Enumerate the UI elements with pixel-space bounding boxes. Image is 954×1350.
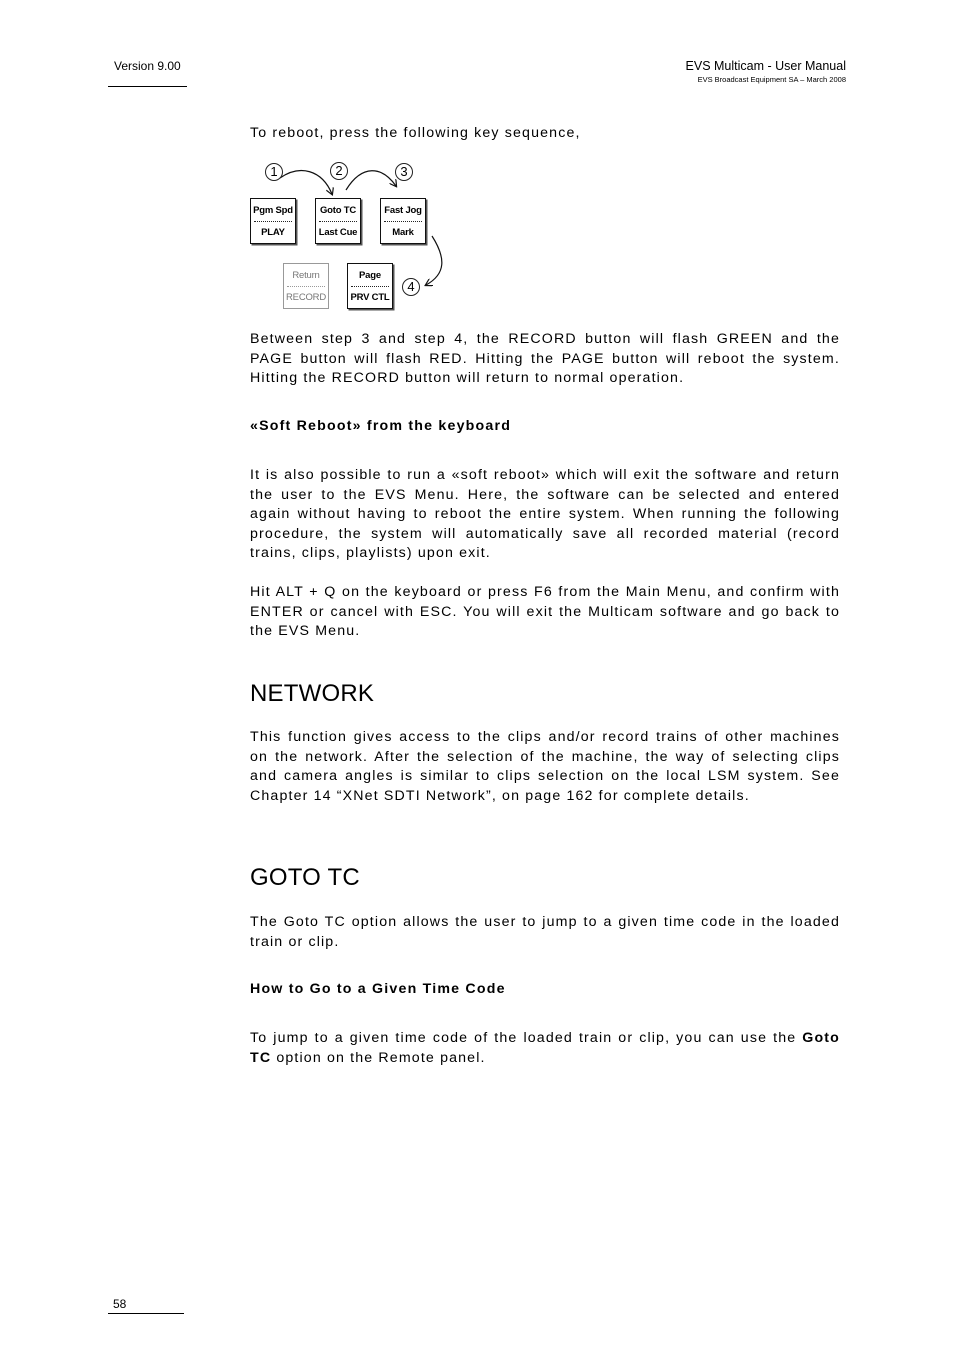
network-heading: NETWORK — [250, 680, 375, 707]
key-divider — [384, 221, 422, 222]
footer-divider — [108, 1313, 184, 1314]
goto-tc-subheading: How to Go to a Given Time Code — [250, 981, 506, 997]
soft-reboot-paragraph-2: Hit ALT + Q on the keyboard or press F6 from the Main Menu, and confirm with ENTER or cancel with ESC. You will exit the Multicam software and go back to the EVS Menu. — [250, 584, 840, 640]
key-bottom-label: RECORD — [286, 292, 326, 303]
goto-tc-text-start: To jump to a given time code of the loaded train or clip, you can use the — [250, 1030, 797, 1046]
key-top-label: Fast Jog — [384, 205, 422, 216]
key-top-label: Pgm Spd — [253, 205, 293, 216]
document-subtitle: EVS Broadcast Equipment SA – March 2008 — [697, 75, 846, 84]
key-bottom-label: PLAY — [261, 227, 285, 238]
key-bottom-label: Last Cue — [318, 227, 358, 238]
header-divider — [108, 86, 187, 87]
key-top-label: Goto TC — [319, 205, 357, 216]
return-record-key — [283, 263, 329, 309]
goto-tc-paragraph-2 — [250, 1029, 840, 1068]
key-top-label: Return — [292, 270, 320, 281]
goto-tc-heading: GOTO TC — [250, 864, 360, 891]
goto-tc-bold-term: Goto TC — [250, 1030, 840, 1066]
header-block — [686, 59, 846, 84]
reboot-paragraph: Between step 3 and step 4, the RECORD button will flash GREEN and the PAGE button will flash RED. Hitting the PAGE button will reboot the system. Hitting the RECORD button will return to normal operation. — [250, 331, 840, 387]
key-divider — [351, 286, 389, 287]
step-3-badge: 3 — [395, 163, 413, 181]
fast-jog-mark-key — [380, 198, 426, 244]
network-paragraph: This function gives access to the clips and/or record trains of other machines on the network. After the selection of the machine, the way of selecting clips and camera angles is similar to clips selection on the local LSM system. See Chapter 14 “XNet SDTI Network”, on page 162 for complete details. — [250, 729, 840, 804]
key-divider — [319, 221, 357, 222]
key-sequence-diagram — [250, 160, 450, 312]
soft-reboot-paragraph-1: It is also possible to run a «soft reboot» which will exit the software and return the user to the EVS Menu. Here, the software can be selected and entered again without having to reboot the entire system. When running the following procedure, the system will automatically save all recorded material (record trains, clips, playlists) upon exit. — [250, 467, 840, 562]
key-divider — [287, 286, 325, 287]
step-2-badge: 2 — [330, 162, 348, 180]
key-top-label: Page — [359, 270, 381, 281]
key-bottom-label: Mark — [392, 227, 414, 238]
intro-text: To reboot, press the following key sequence, — [250, 125, 581, 141]
goto-tc-last-cue-key — [315, 198, 361, 244]
goto-tc-text-end: option on the Remote panel. — [276, 1049, 486, 1066]
step-1-badge: 1 — [265, 163, 283, 181]
soft-reboot-heading: «Soft Reboot» from the keyboard — [250, 418, 512, 434]
document-title: EVS Multicam - User Manual — [685, 59, 846, 73]
header-version: Version 9.00 — [114, 59, 181, 73]
key-divider — [254, 221, 292, 222]
key-bottom-label: PRV CTL — [350, 292, 390, 303]
pgm-spd-play-key — [250, 198, 296, 244]
page-prv-ctl-key — [347, 263, 393, 309]
step-4-badge: 4 — [402, 278, 420, 296]
page-number: 58 — [113, 1297, 127, 1311]
goto-tc-paragraph: The Goto TC option allows the user to jump to a given time code in the loaded train or clip. — [250, 914, 840, 950]
